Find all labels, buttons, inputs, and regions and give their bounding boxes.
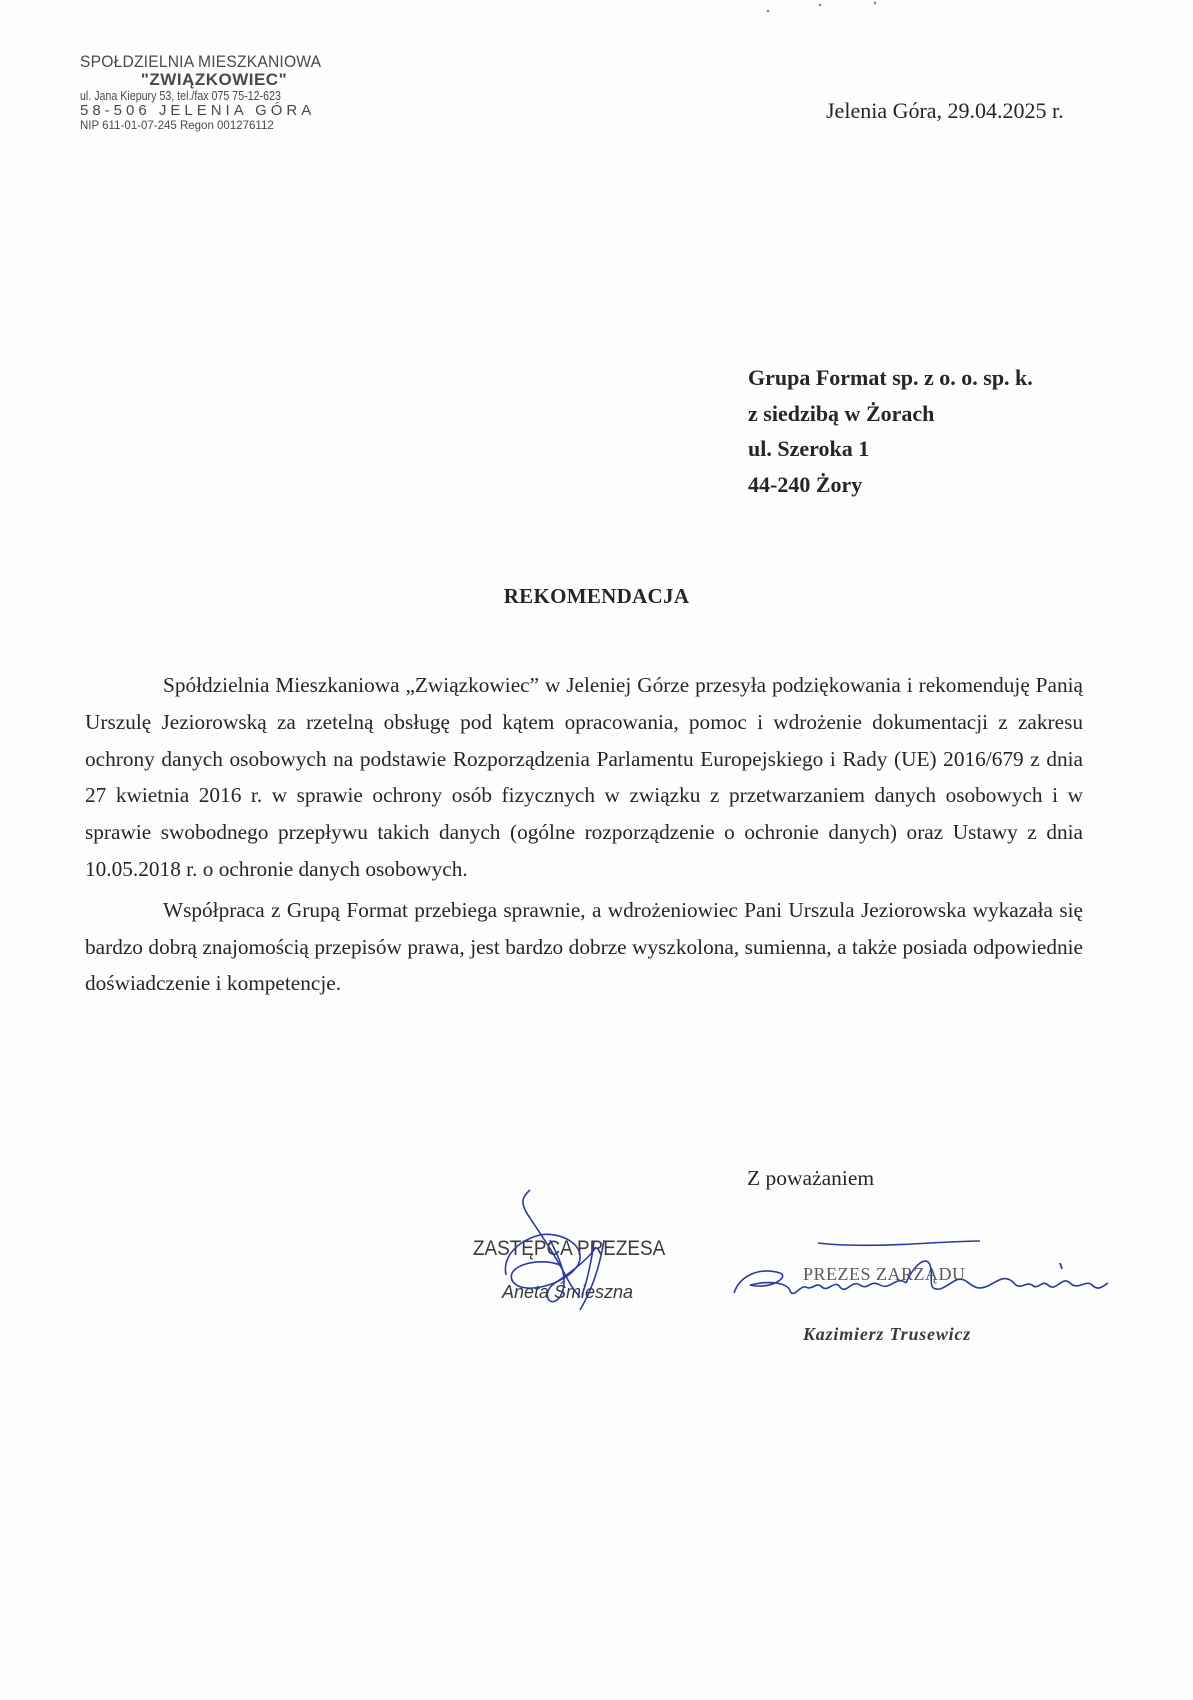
closing-salutation: Z poważaniem	[747, 1166, 875, 1190]
stamp-org-name: "ZWIĄZKOWIEC"	[140, 70, 288, 89]
body-paragraph: Spółdzielnia Mieszkaniowa „Związkowiec” w Jeleniej Górze przesyła podziękowania i rekomenduję Panią Urszulę Jeziorowską za rzetelną obsługę pod kątem opracowania, pomoc i wdrożenie dokumentacji z zakresu ochrony danych osobowych na podstawie Rozporządzenia Parlamentu Europejskiego i Rady (UE) 2016/679 z dnia 27 kwietnia 2016 r. w sprawie ochrony osób fizycznych w związku z przetwarzaniem danych osobowych i w sprawie swobodnego przepływu takich danych (ogólne rozporządzenie o ochronie danych) oraz Ustawy z dnia 10.05.2018 r. o ochronie danych osobowych.	[85, 673, 1083, 881]
sender-stamp	[80, 52, 348, 133]
document-title	[0, 584, 1193, 609]
stamp-city: 58-506 JELENIA GÓRA	[80, 102, 316, 119]
document-title-text: REKOMENDACJA	[503, 584, 690, 608]
stamp-address: ul. Jana Kiepury 53, tel./fax 075 75-12-623	[80, 88, 281, 103]
body-paragraph: Współpraca z Grupą Format przebiega sprawnie, a wdrożeniowiec Pani Urszula Jeziorowska wykazała się bardzo dobrą znajomością przepisów prawa, jest bardzo dobrze wyszkolona, sumienna, a także posiada odpowiednie doświadczenie i kompetencje.	[85, 897, 1083, 996]
stamp-org-type: SPOŁDZIELNIA MIESZKANIOWA	[80, 52, 322, 71]
addressee-company: Grupa Format sp. z o. o. sp. k.	[748, 365, 1033, 390]
addressee-seat: z siedzibą w Żorach	[748, 400, 935, 426]
addressee-street: ul. Szeroka 1	[748, 436, 870, 461]
president-signature-icon	[730, 1235, 1130, 1305]
stray-marks	[760, 0, 880, 20]
stamp-nip-regon: NIP 611-01-07-245 Regon 001276112	[80, 120, 274, 132]
letter-body	[85, 667, 1083, 1002]
deputy-role-stamp: ZASTĘPCA PREZESA	[473, 1237, 666, 1260]
addressee-block	[748, 360, 1033, 502]
president-role-stamp: PREZES ZARZĄDU	[803, 1264, 966, 1284]
addressee-postal-city: 44-240 Żory	[748, 471, 863, 497]
deputy-signature-icon	[500, 1185, 640, 1315]
president-name-stamp: Kazimierz Trusewicz	[803, 1324, 972, 1344]
date-line: Jelenia Góra, 29.04.2025 r.	[826, 98, 1064, 123]
deputy-name-stamp: Aneta Śmieszna	[502, 1282, 634, 1302]
